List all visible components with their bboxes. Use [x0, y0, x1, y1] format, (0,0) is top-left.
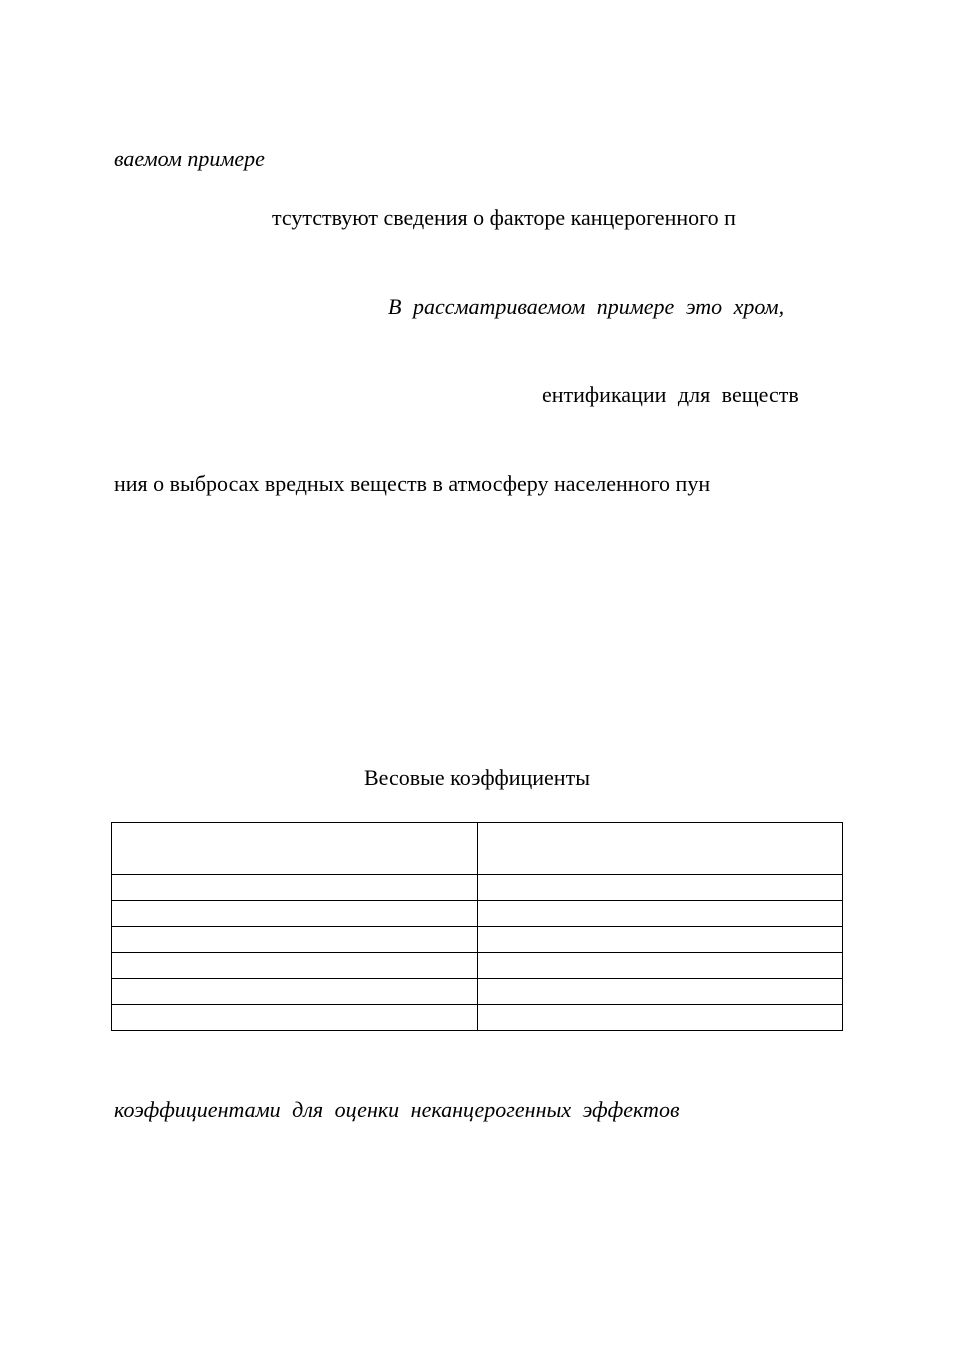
table-caption: Весовые коэффициенты: [364, 765, 590, 790]
table-row: [112, 1005, 843, 1031]
weights-table: [111, 822, 843, 1031]
table-cell: [477, 927, 843, 953]
table-cell: [477, 901, 843, 927]
table-cell: [112, 901, 478, 927]
text-fragment-3: В рассматриваемом примере это хром,: [388, 294, 785, 319]
table-cell: [477, 979, 843, 1005]
table-row: [112, 953, 843, 979]
table-cell: [477, 823, 843, 875]
table-header-row: [112, 823, 843, 875]
table-row: [112, 875, 843, 901]
table-cell: [112, 979, 478, 1005]
table-row: [112, 901, 843, 927]
table-cell: [112, 953, 478, 979]
text-fragment-1: ваемом примере: [114, 146, 265, 171]
table-cell: [477, 875, 843, 901]
table-row: [112, 927, 843, 953]
table-cell: [477, 1005, 843, 1031]
text-fragment-4: ентификации для веществ: [542, 382, 799, 407]
table-body: [112, 823, 843, 1031]
table-cell: [112, 1005, 478, 1031]
text-fragment-5: ния о выбросах вредных веществ в атмосферу населенного пун: [114, 471, 711, 496]
table-cell: [112, 875, 478, 901]
table-cell: [112, 927, 478, 953]
table-cell: [477, 953, 843, 979]
text-fragment-2: тсутствуют сведения о факторе канцерогенного п: [272, 205, 736, 230]
text-fragment-6: коэффициентами для оценки неканцерогенных эффектов: [114, 1097, 680, 1122]
table-row: [112, 979, 843, 1005]
table-cell: [112, 823, 478, 875]
